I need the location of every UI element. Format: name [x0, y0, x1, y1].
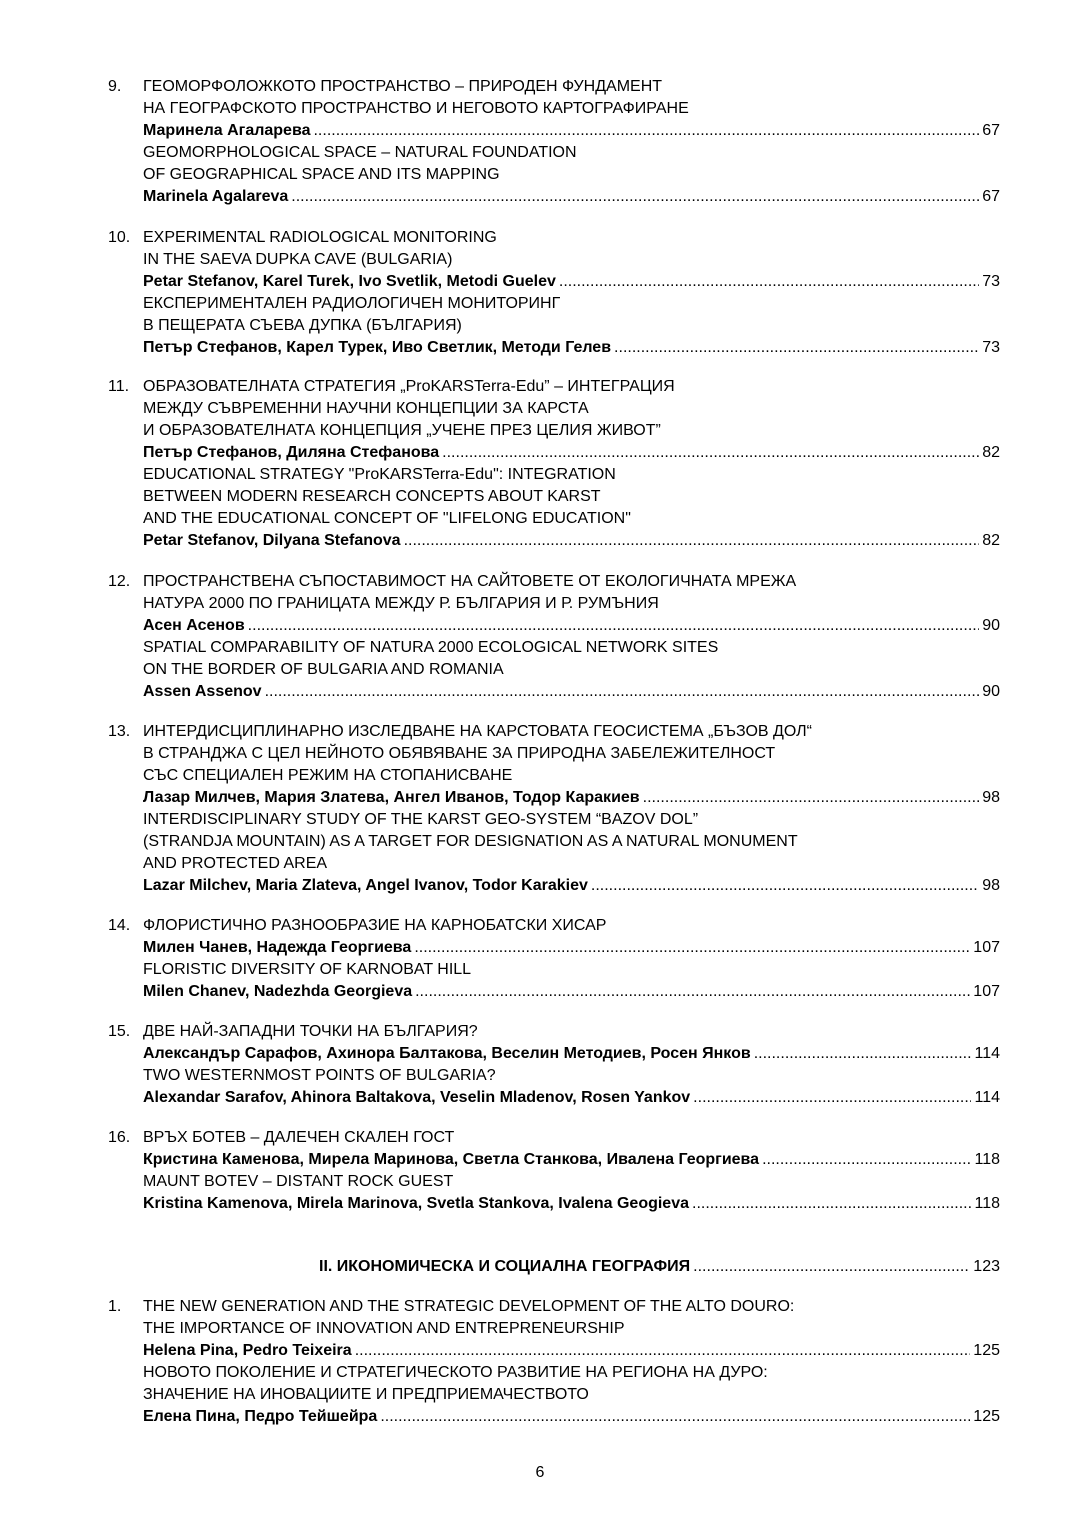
title-line: ФЛОРИСТИЧНО РАЗНООБРАЗИЕ НА КАРНОБАТСКИ ХИСАР — [143, 917, 607, 934]
title-line: ОБРАЗОВАТЕЛНАТА СТРАТЕГИЯ „ProKARSTerra-Edu” – ИНТЕГРАЦИЯ — [143, 378, 675, 395]
title-line: ЕКСПЕРИМЕНТАЛЕН РАДИОЛОГИЧЕН МОНИТОРИНГ — [143, 295, 561, 312]
page-ref: 67 — [982, 122, 1000, 139]
leader-dots — [414, 937, 970, 959]
authors: Helena Pina, Pedro Teixeira — [143, 1342, 352, 1359]
title-line: (STRANDJA MOUNTAIN) AS A TARGET FOR DESIGNATION AS A NATURAL MONUMENT — [143, 833, 798, 850]
title-line: И ОБРАЗОВАТЕЛНАТА КОНЦЕПЦИЯ „УЧЕНЕ ПРЕЗ ЦЕЛИЯ ЖИВОТ” — [143, 422, 661, 439]
leader-dots — [380, 1406, 970, 1428]
title-line: BETWEEN MODERN RESEARCH CONCEPTS ABOUT KARST — [143, 488, 601, 505]
title-line: TWO WESTERNMOST POINTS OF BULGARIA? — [143, 1067, 496, 1084]
author-line — [143, 615, 1000, 637]
page-ref: 82 — [982, 444, 1000, 461]
leader-dots — [614, 337, 979, 359]
page-ref: 73 — [982, 273, 1000, 290]
author-line — [143, 681, 1000, 703]
author-line — [143, 1149, 1000, 1171]
toc-entry — [108, 721, 1000, 897]
page-number: 6 — [535, 1464, 545, 1481]
title-line: THE NEW GENERATION AND THE STRATEGIC DEVELOPMENT OF THE ALTO DOURO: — [143, 1298, 795, 1315]
leader-dots — [355, 1340, 971, 1362]
page-ref: 123 — [973, 1258, 1000, 1275]
author-line — [143, 875, 1000, 897]
title-line: SPATIAL COMPARABILITY OF NATURA 2000 ECOLOGICAL NETWORK SITES — [143, 639, 719, 656]
author-line — [143, 981, 1000, 1003]
page-ref: 90 — [982, 683, 1000, 700]
author-line — [143, 442, 1000, 464]
leader-dots — [248, 615, 980, 637]
page-ref: 114 — [974, 1045, 1000, 1062]
authors: Петър Стефанов, Диляна Стефанова — [143, 444, 440, 461]
title-line: EXPERIMENTAL RADIOLOGICAL MONITORING — [143, 229, 497, 246]
leader-dots — [313, 120, 979, 142]
title-line: ГЕОМОРФОЛОЖКОТО ПРОСТРАНСТВО – ПРИРОДЕН ФУНДАМЕНТ — [143, 78, 663, 95]
title-line: FLORISTIC DIVERSITY OF KARNOBAT HILL — [143, 961, 472, 978]
authors: Петър Стефанов, Карел Турек, Иво Светлик, Методи Гелев — [143, 339, 612, 356]
title-line: ВРЪХ БОТЕВ – ДАЛЕЧЕН СКАЛЕН ГОСТ — [143, 1129, 455, 1146]
toc-entry — [108, 227, 1000, 359]
authors: Lazar Milchev, Maria Zlateva, Angel Ivanov, Todor Karakiev — [143, 877, 588, 894]
author-line — [143, 937, 1000, 959]
toc-entry — [108, 376, 1000, 552]
authors: Елена Пина, Педро Тейшейра — [143, 1408, 378, 1425]
title-line: В СТРАНДЖА С ЦЕЛ НЕЙНОТО ОБЯВЯВАНЕ ЗА ПРИРОДНА ЗАБЕЛЕЖИТЕЛНОСТ — [143, 745, 776, 762]
title-line: ДВЕ НАЙ-ЗАПАДНИ ТОЧКИ НА БЪЛГАРИЯ? — [143, 1023, 478, 1040]
authors: Marinela Agalareva — [143, 188, 289, 205]
toc-entry — [108, 76, 1000, 208]
page-ref: 107 — [973, 983, 1000, 1000]
leader-dots — [291, 186, 979, 208]
leader-dots — [265, 681, 980, 703]
toc-entry — [108, 1296, 1000, 1428]
title-line: EDUCATIONAL STRATEGY "ProKARSTerra-Edu": INTEGRATION — [143, 466, 616, 483]
page-ref: 98 — [982, 789, 1000, 806]
author-line — [143, 186, 1000, 208]
section-heading — [319, 1256, 1000, 1278]
authors: Милен Чанев, Надежда Георгиева — [143, 939, 412, 956]
leader-dots — [693, 1256, 970, 1278]
page-ref: 114 — [974, 1089, 1000, 1106]
entry-number: 14. — [108, 917, 131, 934]
leader-dots — [754, 1043, 972, 1065]
toc-entry — [108, 1127, 1000, 1215]
section-title: II. ИКОНОМИЧЕСКА И СОЦИАЛНА ГЕОГРАФИЯ — [319, 1258, 691, 1275]
title-line: ON THE BORDER OF BULGARIA AND ROMANIA — [143, 661, 504, 678]
entry-number: 12. — [108, 573, 131, 590]
entry-number: 9. — [108, 78, 122, 95]
toc-entry — [108, 915, 1000, 1003]
leader-dots — [442, 442, 979, 464]
author-line — [143, 120, 1000, 142]
title-line: GEOMORPHOLOGICAL SPACE – NATURAL FOUNDATION — [143, 144, 577, 161]
author-line — [143, 1193, 1000, 1215]
authors: Александър Сарафов, Ахинора Балтакова, Веселин Методиев, Росен Янков — [143, 1045, 751, 1062]
authors: Асен Асенов — [143, 617, 245, 634]
title-line: ИНТЕРДИСЦИПЛИНАРНО ИЗСЛЕДВАНЕ НА КАРСТОВАТА ГЕОСИСТЕМА „БЪЗОВ ДОЛ“ — [143, 723, 812, 740]
authors: Petar Stefanov, Dilyana Stefanova — [143, 532, 401, 549]
author-line — [143, 271, 1000, 293]
page-ref: 98 — [982, 877, 1000, 894]
leader-dots — [591, 875, 979, 897]
toc-entry — [108, 1021, 1000, 1109]
leader-dots — [559, 271, 979, 293]
page-ref: 107 — [973, 939, 1000, 956]
title-line: НАТУРА 2000 ПО ГРАНИЦАТА МЕЖДУ Р. БЪЛГАРИЯ И Р. РУМЪНИЯ — [143, 595, 659, 612]
entry-number: 1. — [108, 1298, 122, 1315]
title-line: СЪС СПЕЦИАЛЕН РЕЖИМ НА СТОПАНИСВАНЕ — [143, 767, 513, 784]
authors: Petar Stefanov, Karel Turek, Ivo Svetlik, Metodi Guelev — [143, 273, 556, 290]
entry-number: 11. — [108, 378, 130, 395]
authors: Маринела Агаларева — [143, 122, 311, 139]
authors: Кристина Каменова, Мирела Маринова, Светла Станкова, Ивалена Георгиева — [143, 1151, 760, 1168]
page-ref: 82 — [982, 532, 1000, 549]
leader-dots — [692, 1193, 971, 1215]
author-line — [143, 787, 1000, 809]
page-ref: 118 — [974, 1195, 1000, 1212]
leader-dots — [643, 787, 980, 809]
entry-number: 13. — [108, 723, 131, 740]
leader-dots — [762, 1149, 971, 1171]
author-line — [143, 1340, 1000, 1362]
title-line: В ПЕЩЕРАТА СЪЕВА ДУПКА (БЪЛГАРИЯ) — [143, 317, 462, 334]
page-ref: 90 — [982, 617, 1000, 634]
title-line: MAUNT BOTEV – DISTANT ROCK GUEST — [143, 1173, 454, 1190]
title-line: НОВОТО ПОКОЛЕНИЕ И СТРАТЕГИЧЕСКОТО РАЗВИТИЕ НА РЕГИОНА НА ДУРО: — [143, 1364, 768, 1381]
title-line: INTERDISCIPLINARY STUDY OF THE KARST GEO-SYSTEM “BAZOV DOL” — [143, 811, 699, 828]
leader-dots — [415, 981, 970, 1003]
title-line: THE IMPORTANCE OF INNOVATION AND ENTREPRENEURSHIP — [143, 1320, 625, 1337]
author-line — [143, 1043, 1000, 1065]
entry-number: 10. — [108, 229, 131, 246]
authors: Assen Assenov — [143, 683, 262, 700]
title-line: НА ГЕОГРАФСКОТО ПРОСТРАНСТВО И НЕГОВОТО КАРТОГРАФИРАНЕ — [143, 100, 689, 117]
page-ref: 67 — [982, 188, 1000, 205]
leader-dots — [404, 530, 980, 552]
page-ref: 125 — [973, 1342, 1000, 1359]
author-line — [143, 1087, 1000, 1109]
authors: Лазар Милчев, Мария Златева, Ангел Иванов, Тодор Каракиев — [143, 789, 640, 806]
page-ref: 125 — [973, 1408, 1000, 1425]
entry-number: 16. — [108, 1129, 131, 1146]
entry-number: 15. — [108, 1023, 131, 1040]
title-line: ЗНАЧЕНИЕ НА ИНОВАЦИИТЕ И ПРЕДПРИЕМАЧЕСТВОТО — [143, 1386, 589, 1403]
title-line: МЕЖДУ СЪВРЕМЕННИ НАУЧНИ КОНЦЕПЦИИ ЗА КАРСТА — [143, 400, 589, 417]
page-ref: 118 — [974, 1151, 1000, 1168]
title-line: OF GEOGRAPHICAL SPACE AND ITS MAPPING — [143, 166, 500, 183]
authors: Milen Chanev, Nadezhda Georgieva — [143, 983, 413, 1000]
title-line: AND PROTECTED AREA — [143, 855, 328, 872]
authors: Kristina Kamenova, Mirela Marinova, Svetla Stankova, Ivalena Geogieva — [143, 1195, 689, 1212]
title-line: AND THE EDUCATIONAL CONCEPT OF "LIFELONG EDUCATION" — [143, 510, 631, 527]
authors: Alexandar Sarafov, Ahinora Baltakova, Veselin Mladenov, Rosen Yankov — [143, 1089, 691, 1106]
leader-dots — [693, 1087, 971, 1109]
author-line — [143, 1406, 1000, 1428]
page-ref: 73 — [982, 339, 1000, 356]
title-line: IN THE SAEVA DUPKA CAVE (BULGARIA) — [143, 251, 453, 268]
author-line — [143, 337, 1000, 359]
author-line — [143, 530, 1000, 552]
title-line: ПРОСТРАНСТВЕНА СЪПОСТАВИМОСТ НА САЙТОВЕТЕ ОТ ЕКОЛОГИЧНАТА МРЕЖА — [143, 573, 797, 590]
toc-entry — [108, 571, 1000, 703]
